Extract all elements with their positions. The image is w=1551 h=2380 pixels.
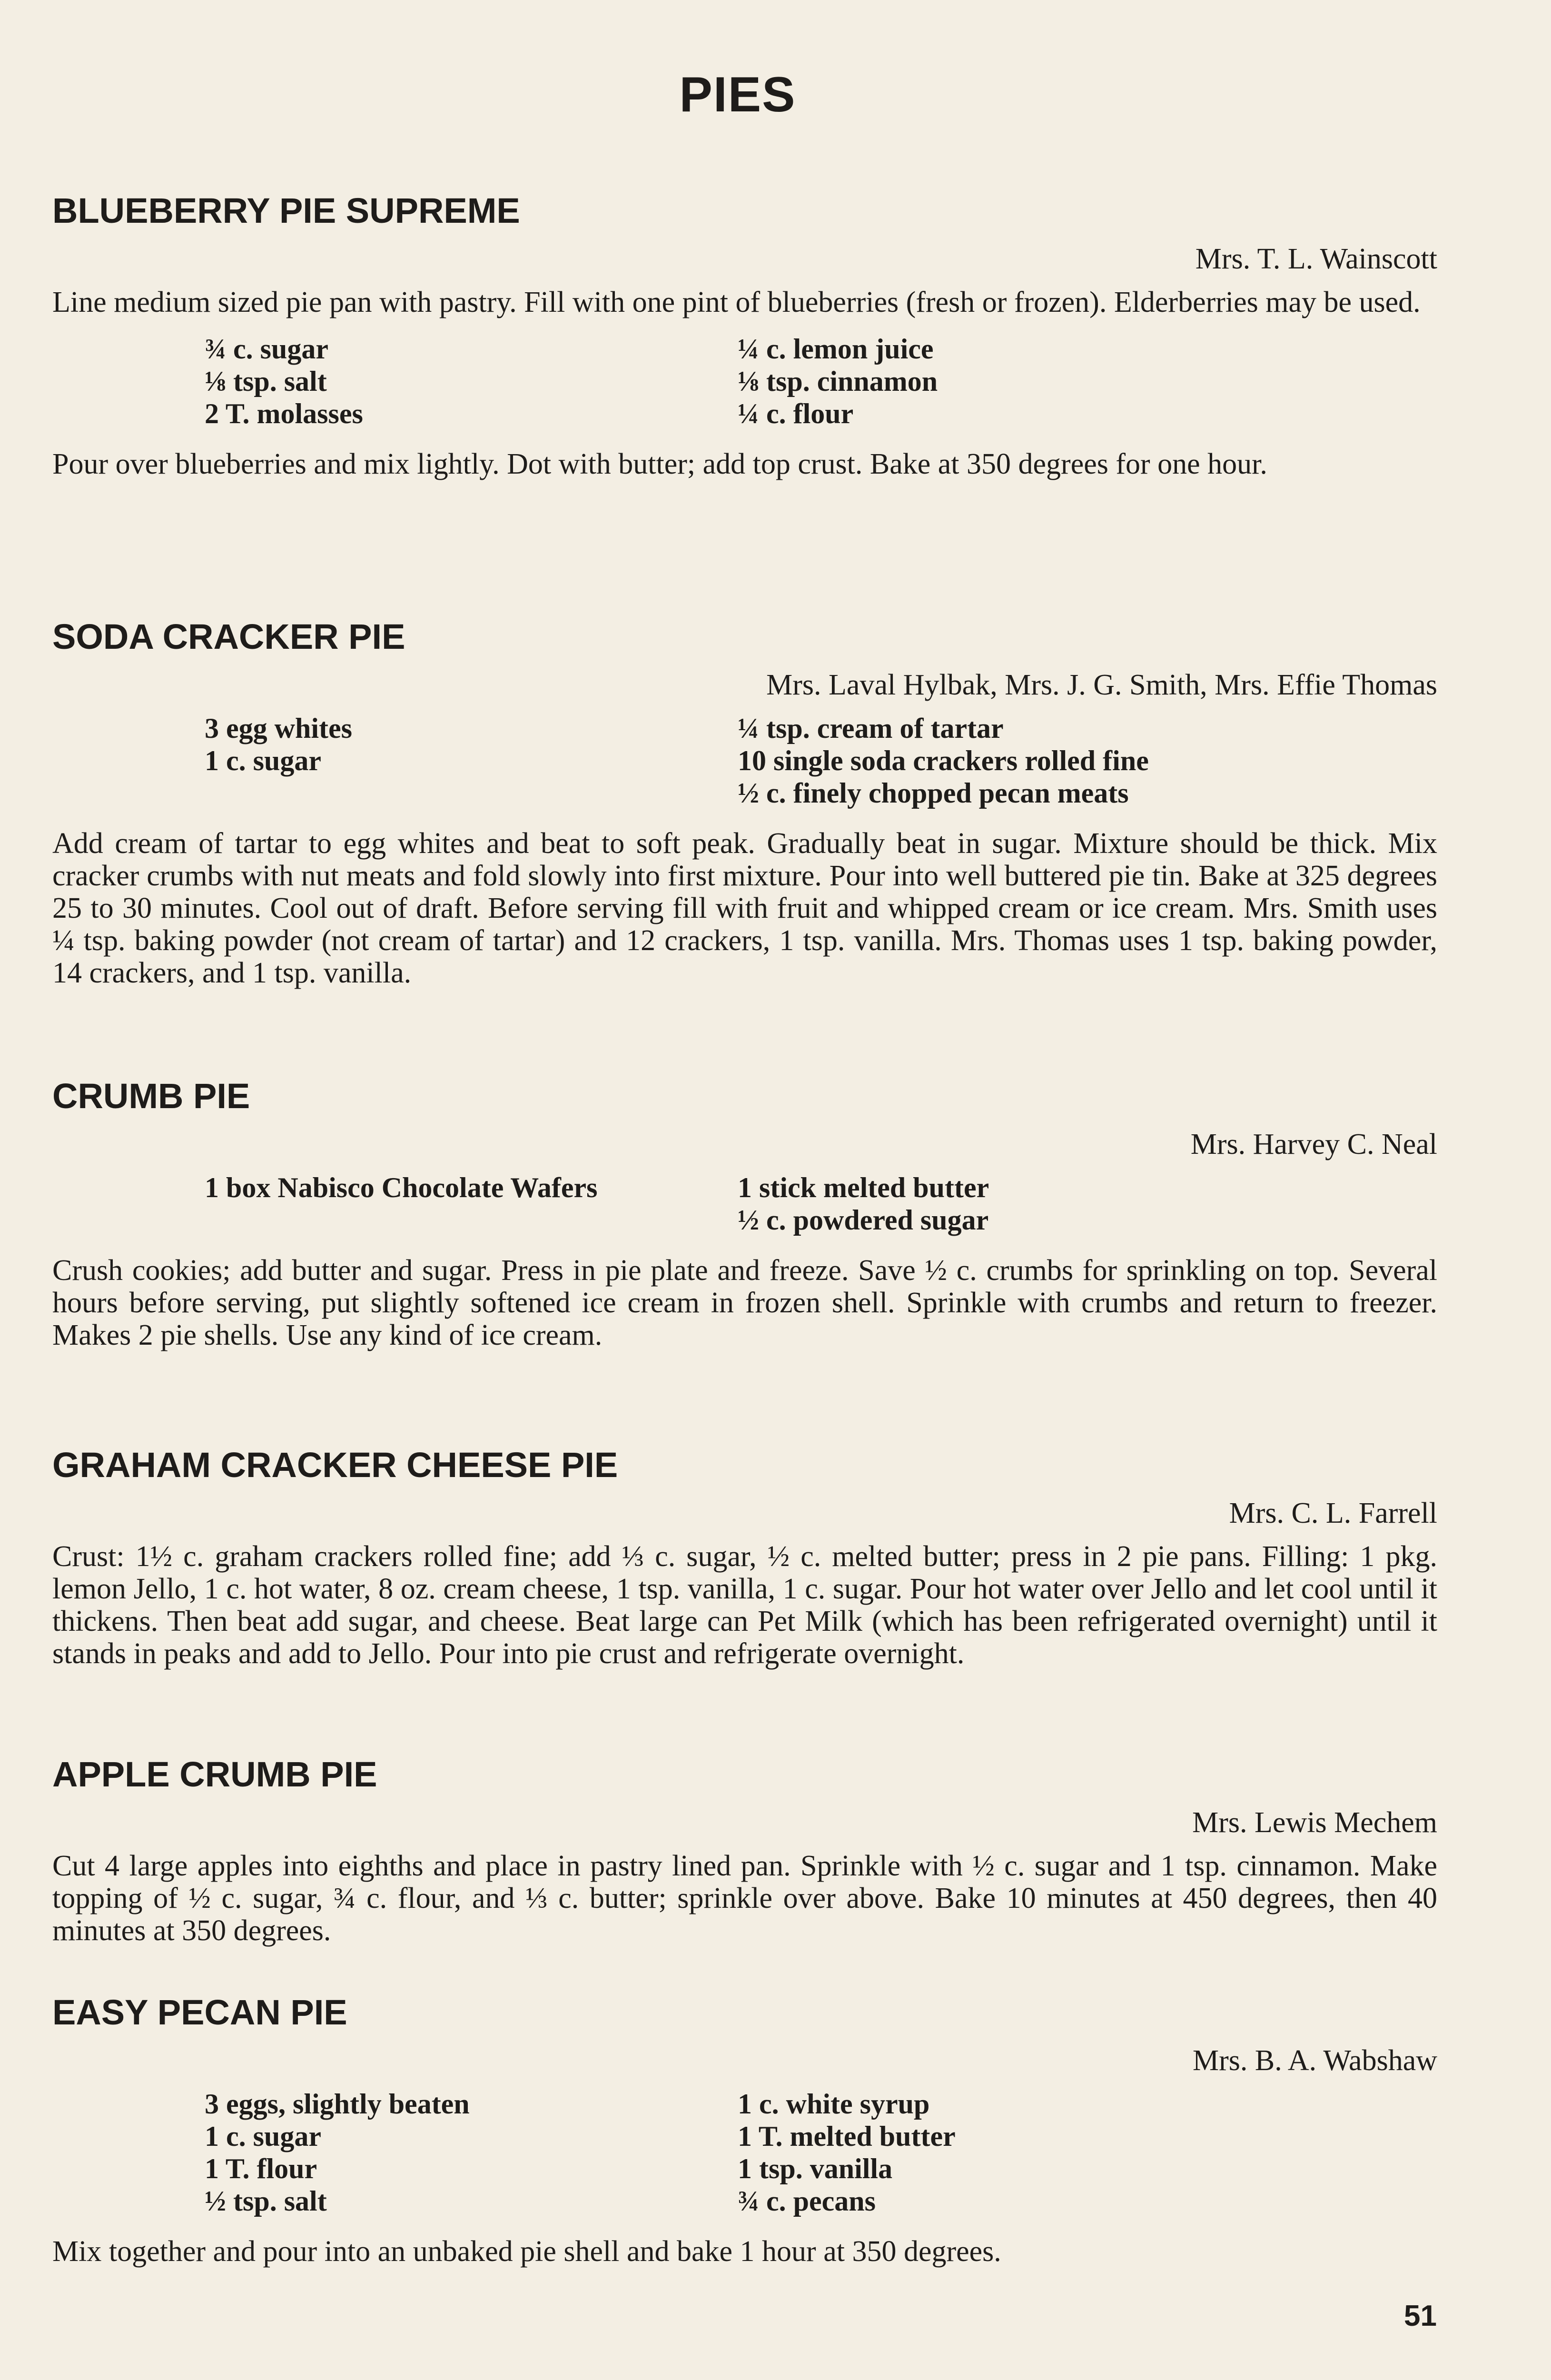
- ingredients-right-column: [738, 333, 938, 430]
- recipe-title: GRAHAM CRACKER CHEESE PIE: [52, 1445, 618, 1485]
- recipe-title: SODA CRACKER PIE: [52, 617, 405, 656]
- recipe-apple-crumb-pie: [52, 1752, 1437, 1947]
- ingredients-left-column: [52, 1171, 738, 1236]
- ingredient: ¾ c. pecans: [738, 2185, 876, 2217]
- recipe-graham-cracker-cheese-pie: [52, 1442, 1437, 1670]
- ingredient: 1 stick melted butter: [738, 1172, 989, 1203]
- recipe-soda-cracker-pie: [52, 614, 1437, 989]
- ingredient: 2 T. molasses: [205, 398, 363, 429]
- ingredient: ¼ c. lemon juice: [738, 333, 934, 365]
- ingredients-right-column: [738, 1171, 989, 1236]
- ingredient: 1 c. sugar: [205, 2121, 321, 2152]
- recipe-contributor: Mrs. Laval Hylbak, Mrs. J. G. Smith, Mrs. Effie Thomas: [766, 669, 1437, 701]
- ingredient: 10 single soda crackers rolled fine: [738, 745, 1149, 776]
- recipe-contributor: Mrs. T. L. Wainscott: [1195, 243, 1437, 275]
- ingredient: 1 T. flour: [205, 2153, 317, 2184]
- recipe-directions: Pour over blueberries and mix lightly. Dot with butter; add top crust. Bake at 350 degrees for one hour.: [52, 448, 1267, 480]
- page-title: PIES: [679, 67, 796, 122]
- ingredient: 3 egg whites: [205, 713, 352, 744]
- recipe-title: BLUEBERRY PIE SUPREME: [52, 191, 520, 230]
- recipe-contributor: Mrs. Lewis Mechem: [1192, 1806, 1437, 1839]
- recipe-crumb-pie: [52, 1073, 1437, 1351]
- ingredient-list: [52, 1171, 1437, 1236]
- ingredient: 1 T. melted butter: [738, 2121, 956, 2152]
- recipe-directions: Mix together and pour into an unbaked pie shell and bake 1 hour at 350 degrees.: [52, 2235, 1001, 2268]
- ingredient-list: [52, 712, 1437, 809]
- ingredients-right-column: [738, 2088, 956, 2217]
- ingredient: 1 tsp. vanilla: [738, 2153, 893, 2184]
- recipe-title: CRUMB PIE: [52, 1076, 250, 1116]
- ingredient: ¾ c. sugar: [205, 333, 328, 365]
- ingredients-right-column: [738, 712, 1149, 809]
- recipe-directions: Crush cookies; add butter and sugar. Press in pie plate and freeze. Save ½ c. crumbs for sprinkling on top. Several hours before serving, put slightly softened ice cream in frozen shell. Sprinkle with crumbs and return to freezer. Makes 2 pie shells. Use any kind of ice cream.: [52, 1254, 1437, 1351]
- ingredient: ½ c. powdered sugar: [738, 1204, 989, 1236]
- ingredient: 1 c. sugar: [205, 745, 321, 776]
- ingredients-left-column: [52, 333, 738, 430]
- recipe-directions: Add cream of tartar to egg whites and beat to soft peak. Gradually beat in sugar. Mixture should be thick. Mix cracker crumbs with nut meats and fold slowly into first mixture. Pour into well buttered pie tin. Bake at 325 degrees 25 to 30 minutes. Cool out of draft. Before serving fill with fruit and whipped cream or ice cream. Mrs. Smith uses ¼ tsp. baking powder (not cream of tartar) and 12 crackers, 1 tsp. vanilla. Mrs. Thomas uses 1 tsp. baking powder, 14 crackers, and 1 tsp. vanilla.: [52, 827, 1437, 989]
- recipe-contributor: Mrs. Harvey C. Neal: [1190, 1128, 1437, 1160]
- recipe-title: EASY PECAN PIE: [52, 1993, 347, 2032]
- ingredient: ½ c. finely chopped pecan meats: [738, 777, 1129, 809]
- ingredient-list: [52, 2088, 1437, 2217]
- ingredient: 1 box Nabisco Chocolate Wafers: [205, 1172, 598, 1203]
- ingredient-list: [52, 333, 1437, 430]
- recipe-directions: Crust: 1½ c. graham crackers rolled fine; add ⅓ c. sugar, ½ c. melted butter; press in 2 pie pans. Filling: 1 pkg. lemon Jello, 1 c. hot water, 8 oz. cream cheese, 1 tsp. vanilla, 1 c. sugar. Pour hot water over Jello and let cool until it thickens. Then beat add sugar, and cheese. Beat large can Pet Milk (which has been refrigerated overnight) until it stands in peaks and add to Jello. Pour into pie crust and refrigerate overnight.: [52, 1540, 1437, 1670]
- ingredient: ⅛ tsp. salt: [205, 366, 327, 397]
- recipe-intro: Line medium sized pie pan with pastry. Fill with one pint of blueberries (fresh or frozen). Elderberries may be used.: [52, 286, 1421, 318]
- ingredient: ¼ c. flour: [738, 398, 854, 429]
- ingredient: ⅛ tsp. cinnamon: [738, 366, 938, 397]
- recipe-contributor: Mrs. B. A. Wabshaw: [1193, 2044, 1437, 2077]
- recipe-title: APPLE CRUMB PIE: [52, 1755, 377, 1794]
- ingredient: 1 c. white syrup: [738, 2088, 930, 2120]
- ingredient: ½ tsp. salt: [205, 2185, 327, 2217]
- ingredients-left-column: [52, 712, 738, 809]
- page-number: 51: [1404, 2300, 1437, 2332]
- recipe-directions: Cut 4 large apples into eighths and place in pastry lined pan. Sprinkle with ½ c. sugar and 1 tsp. cinnamon. Make topping of ½ c. sugar, ¾ c. flour, and ⅓ c. butter; sprinkle over above. Bake 10 minutes at 450 degrees, then 40 minutes at 350 degrees.: [52, 1850, 1437, 1947]
- ingredient: 3 eggs, slightly beaten: [205, 2088, 470, 2120]
- ingredients-left-column: [52, 2088, 738, 2217]
- ingredient: ¼ tsp. cream of tartar: [738, 713, 1004, 744]
- recipe-easy-pecan-pie: [52, 1990, 1437, 2268]
- recipe-blueberry-pie-supreme: [52, 188, 1437, 480]
- recipe-contributor: Mrs. C. L. Farrell: [1229, 1497, 1437, 1529]
